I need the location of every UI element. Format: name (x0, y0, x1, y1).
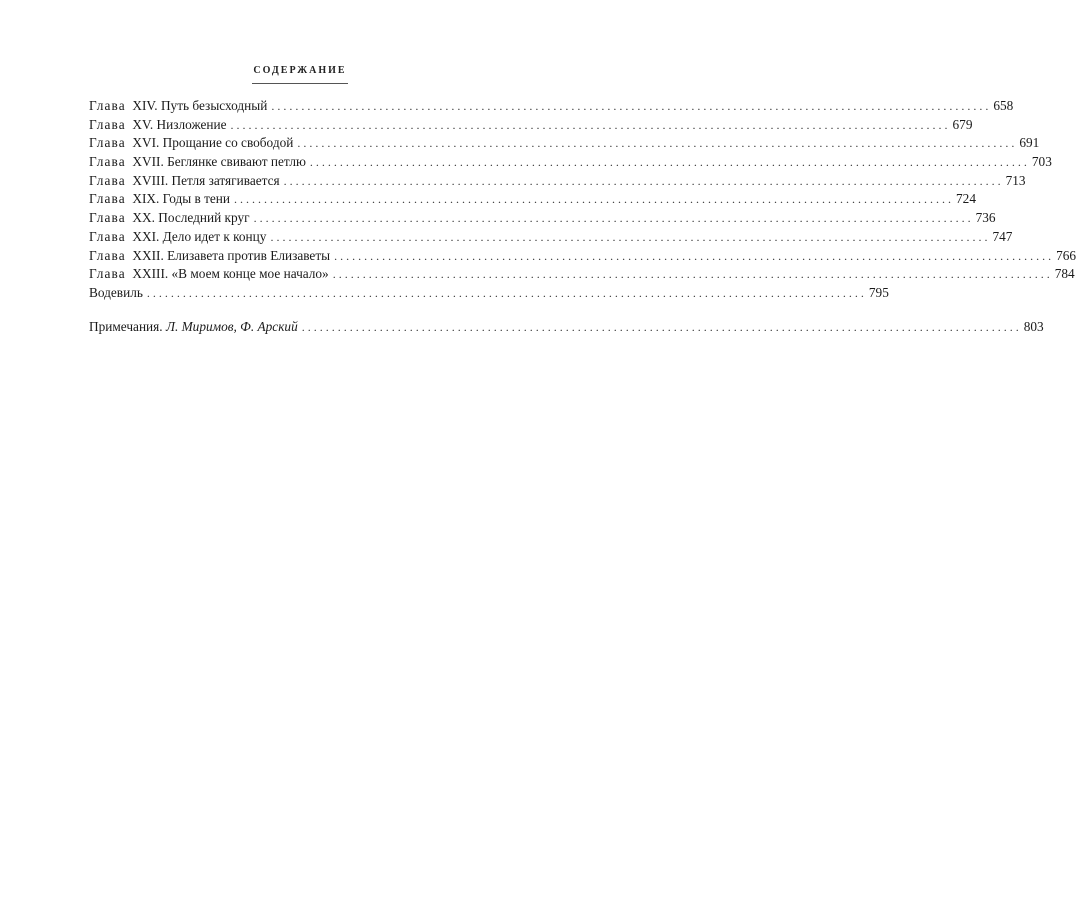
toc-entry-label (89, 172, 284, 191)
toc-chapter-list (89, 97, 1076, 303)
dot-leader: ........................................................................................................................ (234, 192, 955, 207)
chapter-title: XV. Низложение (132, 116, 227, 132)
toc-entry-label (89, 284, 147, 303)
dot-leader: ........................................................................................................................ (283, 173, 1004, 188)
toc-entry-label (89, 134, 297, 153)
toc-entry[interactable] (89, 209, 996, 228)
chapter-title: XXI. Дело идет к концу (132, 228, 267, 244)
dot-leader: ........................................................................................................................ (309, 155, 1030, 170)
notes-authors: Л. Миримов, Ф. Арский (165, 318, 298, 334)
dot-leader: ........................................................................................................................ (301, 319, 1022, 334)
page-header (0, 60, 600, 84)
chapter-title: XVII. Беглянке свивают петлю (132, 154, 306, 170)
dot-leader: ........................................................................................................................ (253, 211, 974, 226)
chapter-word: Глава (89, 172, 126, 188)
toc-page-number: 658 (993, 98, 1014, 113)
chapter-title: Водевиль (89, 284, 143, 300)
chapter-word: Глава (89, 135, 126, 151)
toc-page-number: 736 (975, 210, 996, 226)
chapter-word: Глава (89, 116, 126, 132)
toc-entry[interactable] (89, 247, 1076, 266)
dot-leader: ........................................................................................................................ (297, 136, 1018, 151)
chapter-title: XX. Последний круг (132, 210, 250, 226)
toc-entry[interactable] (89, 190, 976, 209)
toc-page-number: 803 (1023, 318, 1044, 334)
toc-page-number: 724 (956, 191, 976, 207)
chapter-title: XXII. Елизавета против Елизаветы (132, 247, 331, 263)
dot-leader: ........................................................................................................................ (230, 117, 951, 132)
title-divider (252, 83, 348, 84)
chapter-word: Глава (89, 228, 126, 244)
toc-entry[interactable] (89, 153, 1052, 172)
toc-entry[interactable] (89, 228, 1013, 247)
toc-entry-label (89, 228, 270, 247)
chapter-title: XVIII. Петля затягивается (132, 172, 280, 188)
toc-page-number: 691 (1019, 135, 1040, 151)
toc-entry-label (89, 318, 302, 337)
dot-leader: ........................................................................................................................ (332, 267, 1053, 282)
chapter-word: Глава (89, 210, 126, 226)
toc-entry-notes[interactable] (89, 318, 1044, 337)
page-title: СОДЕРЖАНИЕ (253, 65, 347, 76)
toc-spacer (89, 303, 540, 318)
toc-page-number: 703 (1031, 154, 1052, 170)
toc-entry[interactable] (89, 134, 1040, 153)
dot-leader: ........................................................................................................................ (146, 285, 867, 300)
toc-entry-label (89, 153, 310, 172)
chapter-word: Глава (89, 247, 126, 263)
chapter-title: XXIII. «В моем конце мое начало» (132, 266, 329, 282)
toc-entry-label (89, 190, 234, 209)
table-of-contents (89, 97, 1076, 336)
toc-entry-label (89, 265, 333, 284)
toc-entry-label (89, 247, 334, 266)
notes-label: Примечания. (89, 318, 163, 334)
chapter-word: Глава (89, 98, 126, 113)
toc-entry[interactable] (89, 284, 889, 303)
toc-entry[interactable] (89, 265, 1075, 284)
chapter-title: XVI. Прощание со свободой (132, 135, 294, 151)
toc-entry[interactable] (89, 116, 973, 135)
chapter-title: XIX. Годы в тени (132, 191, 231, 207)
chapter-word: Глава (89, 154, 126, 170)
toc-page-number: 713 (1005, 172, 1026, 188)
toc-entry-label (89, 116, 231, 135)
chapter-word: Глава (89, 266, 126, 282)
toc-page-number: 679 (952, 116, 973, 132)
chapter-word: Глава (89, 191, 126, 207)
toc-entry-label (89, 97, 271, 116)
toc-page-number: 766 (1056, 247, 1076, 263)
toc-page-number: 784 (1054, 266, 1075, 282)
dot-leader: ........................................................................................................................ (271, 99, 992, 113)
toc-entry[interactable] (89, 97, 1014, 116)
dot-leader: ........................................................................................................................ (334, 248, 1055, 263)
toc-page-number: 795 (868, 284, 889, 300)
dot-leader: ........................................................................................................................ (270, 229, 991, 244)
toc-page-number: 747 (992, 228, 1013, 244)
toc-entry-label (89, 209, 254, 228)
chapter-title: XIV. Путь безысходный (132, 98, 268, 113)
toc-entry[interactable] (89, 172, 1026, 191)
